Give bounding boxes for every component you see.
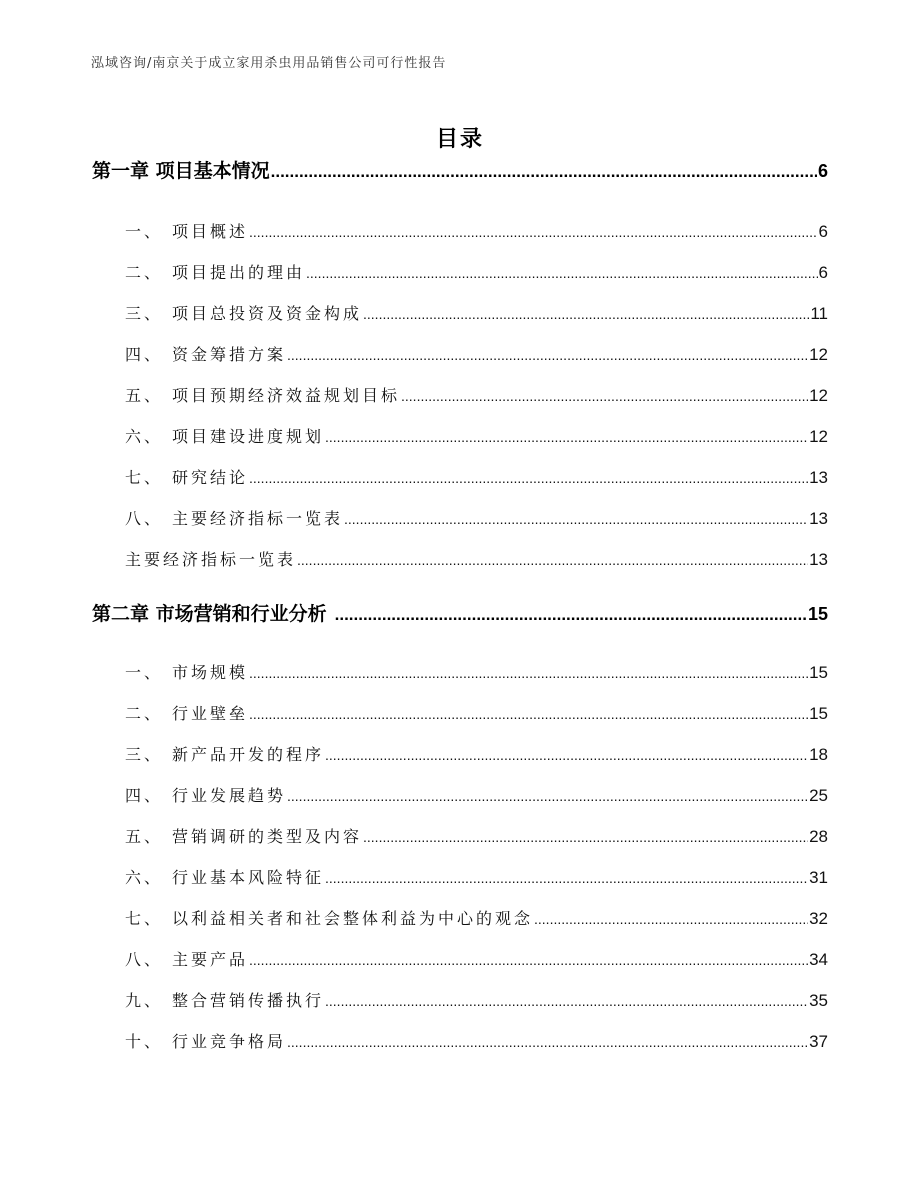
toc-page-number: 15 [807, 604, 828, 624]
toc-section[interactable] [125, 824, 828, 847]
toc-section-label: 行业壁垒 [172, 704, 249, 723]
toc-section-label: 项目建设进度规划 [172, 427, 325, 446]
toc-section-label: 项目总投资及资金构成 [172, 304, 363, 323]
toc-section-number: 六、 [125, 868, 164, 887]
toc-page-number: 18 [809, 745, 828, 764]
dot-leader [325, 429, 808, 445]
toc-section[interactable] [125, 947, 828, 970]
toc-section-label: 市场规模 [172, 663, 249, 682]
toc-page-number: 13 [809, 468, 828, 487]
toc-page-number: 34 [809, 950, 828, 969]
toc-chapter-2[interactable] [92, 599, 828, 626]
toc-section[interactable] [125, 865, 828, 888]
toc-section-label: 项目概述 [172, 222, 249, 241]
toc-section-label: 营销调研的类型及内容 [172, 827, 363, 846]
toc-section-label: 行业基本风险特征 [172, 868, 325, 887]
dot-leader [363, 829, 808, 845]
toc-section[interactable] [125, 547, 828, 570]
toc-section-label: 新产品开发的程序 [172, 745, 325, 764]
toc-section-number: 一、 [125, 222, 164, 241]
toc-section-number: 九、 [125, 991, 164, 1010]
dot-leader [271, 162, 817, 182]
toc-section-number: 四、 [125, 345, 164, 364]
toc-chapter-label: 第二章 市场营销和行业分析 [92, 603, 327, 625]
toc-section-number: 五、 [125, 827, 164, 846]
toc-section[interactable] [125, 424, 828, 447]
toc-section[interactable] [125, 783, 828, 806]
toc-section-number: 三、 [125, 745, 164, 764]
dot-leader [325, 993, 808, 1009]
toc-section-number: 五、 [125, 386, 164, 405]
toc-section-label: 主要产品 [172, 950, 249, 969]
dot-leader [287, 788, 808, 804]
toc-page-number: 12 [809, 427, 828, 446]
toc-page-number: 35 [809, 991, 828, 1010]
dot-leader [325, 870, 808, 886]
dot-leader [401, 388, 808, 404]
toc-section[interactable] [125, 906, 828, 929]
toc-section[interactable] [125, 219, 828, 242]
toc-page-number: 12 [809, 345, 828, 364]
toc-section-number: 二、 [125, 704, 164, 723]
dot-leader [287, 1034, 808, 1050]
toc-page-number: 28 [809, 827, 828, 846]
toc-section-label: 项目预期经济效益规划目标 [172, 386, 401, 405]
dot-leader [306, 265, 818, 281]
toc-section-label: 整合营销传播执行 [172, 991, 325, 1010]
dot-leader [534, 911, 808, 927]
toc-section-label: 资金筹措方案 [172, 345, 287, 364]
dot-leader [344, 511, 808, 527]
toc-section[interactable] [125, 465, 828, 488]
toc-title: 目录 [435, 127, 484, 152]
toc-page-number: 37 [809, 1032, 828, 1051]
toc-page-number: 13 [809, 550, 828, 569]
toc-section[interactable] [125, 988, 828, 1011]
dot-leader [335, 605, 807, 625]
toc-section[interactable] [125, 301, 828, 324]
dot-leader [249, 665, 808, 681]
toc-page-number: 11 [810, 304, 828, 323]
toc-chapter-label: 第一章 项目基本情况 [92, 160, 270, 182]
dot-leader [363, 306, 809, 322]
toc-section-number: 六、 [125, 427, 164, 446]
toc-section-label: 以利益相关者和社会整体利益为中心的观念 [172, 909, 534, 928]
dot-leader [249, 224, 818, 240]
toc-section[interactable] [125, 742, 828, 765]
toc-section[interactable] [125, 1029, 828, 1052]
toc-section-number: 一、 [125, 663, 164, 682]
toc-section-label: 主要经济指标一览表 [172, 509, 344, 528]
toc-section-label: 研究结论 [172, 468, 249, 487]
toc-section-label: 主要经济指标一览表 [125, 550, 297, 569]
toc-page-number: 15 [809, 663, 828, 682]
dot-leader [325, 747, 808, 763]
toc-section-number: 八、 [125, 509, 164, 528]
toc-section[interactable] [125, 660, 828, 683]
toc-section[interactable] [125, 701, 828, 724]
dot-leader [287, 347, 808, 363]
toc-section-number: 三、 [125, 304, 164, 323]
toc-section[interactable] [125, 260, 828, 283]
toc-section-number: 七、 [125, 909, 164, 928]
dot-leader [249, 952, 808, 968]
dot-leader [249, 470, 808, 486]
toc-page-number: 6 [818, 222, 828, 241]
toc-section-number: 四、 [125, 786, 164, 805]
toc-page-number: 32 [809, 909, 828, 928]
toc-section[interactable] [125, 342, 828, 365]
toc-section-number: 十、 [125, 1032, 164, 1051]
toc-page-number: 12 [809, 386, 828, 405]
toc-section-number: 二、 [125, 263, 164, 282]
toc-section-number: 八、 [125, 950, 164, 969]
page-header: 泓域咨询/南京关于成立家用杀虫用品销售公司可行性报告 [91, 56, 447, 71]
toc-section-label: 行业发展趋势 [172, 786, 287, 805]
toc-section-number: 七、 [125, 468, 164, 487]
toc-page-number: 15 [809, 704, 828, 723]
toc-page-number: 6 [818, 263, 828, 282]
toc-section-label: 项目提出的理由 [172, 263, 306, 282]
toc-section[interactable] [125, 506, 828, 529]
toc-section[interactable] [125, 383, 828, 406]
toc-page-number: 6 [817, 161, 828, 181]
toc-page-number: 31 [809, 868, 828, 887]
dot-leader [297, 552, 808, 568]
toc-section-label: 行业竞争格局 [172, 1032, 287, 1051]
toc-chapter-1[interactable] [92, 156, 828, 183]
toc-page-number: 13 [809, 509, 828, 528]
dot-leader [249, 706, 808, 722]
toc-page-number: 25 [809, 786, 828, 805]
